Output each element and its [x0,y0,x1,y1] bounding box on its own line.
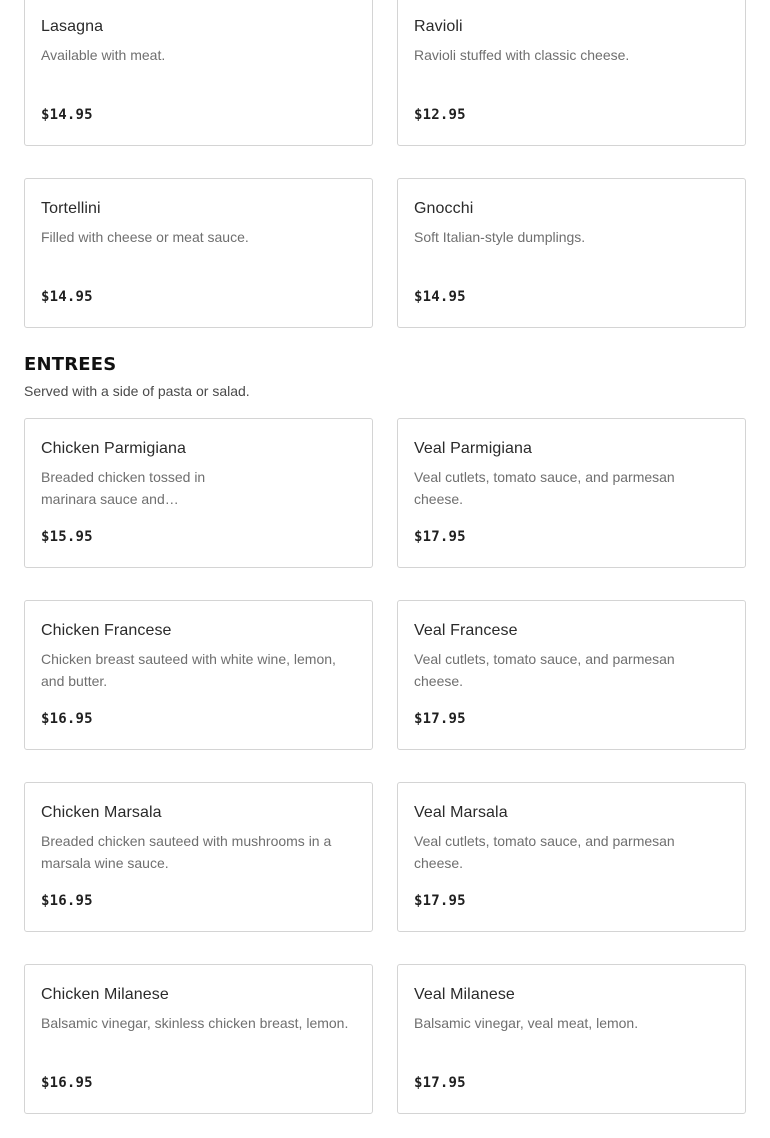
menu-item-card[interactable] [24,0,373,146]
item-name: Veal Marsala [414,804,508,821]
item-price: $16.95 [41,893,93,909]
menu-item-card[interactable] [397,418,746,568]
item-name: Tortellini [41,200,101,217]
item-description: Veal cutlets, tomato sauce, and parmesan cheese. [414,469,675,507]
pasta-grid [24,0,746,328]
section-title: ENTREES [24,354,117,375]
item-description: Breaded chicken tossed in marinara sauce and… [41,469,206,507]
menu-item-card[interactable] [397,178,746,328]
section-subtitle: Served with a side of pasta or salad. [24,383,250,399]
item-price: $17.95 [414,529,466,545]
item-name: Veal Parmigiana [414,440,533,457]
menu-item-card[interactable] [397,964,746,1114]
menu-item-card[interactable] [24,418,373,568]
item-price: $17.95 [414,711,466,727]
item-price: $15.95 [41,529,93,545]
item-price: $12.95 [414,107,466,123]
item-description: Veal cutlets, tomato sauce, and parmesan cheese. [414,833,675,871]
menu-item-card[interactable] [397,0,746,146]
item-description: Chicken breast sauteed with white wine, lemon, and butter. [41,651,336,689]
item-description: Balsamic vinegar, skinless chicken breast, lemon. [41,1015,349,1031]
item-name: Chicken Marsala [41,804,162,821]
item-name: Veal Francese [414,622,518,639]
item-price: $16.95 [41,1075,93,1091]
item-description: Veal cutlets, tomato sauce, and parmesan cheese. [414,651,675,689]
item-description: Balsamic vinegar, veal meat, lemon. [414,1015,639,1031]
item-price: $16.95 [41,711,93,727]
item-description: Breaded chicken sauteed with mushrooms in a marsala wine sauce. [41,833,332,871]
item-name: Chicken Francese [41,622,172,639]
item-price: $17.95 [414,893,466,909]
item-name: Lasagna [41,18,104,35]
entrees-section-header [24,354,746,400]
menu-item-card[interactable] [24,782,373,932]
menu-page [24,0,746,1114]
entrees-grid [24,418,746,1114]
item-price: $14.95 [41,289,93,305]
item-description: Ravioli stuffed with classic cheese. [414,47,630,63]
item-name: Chicken Parmigiana [41,440,186,457]
item-name: Ravioli [414,18,463,35]
item-price: $14.95 [414,289,466,305]
item-description: Filled with cheese or meat sauce. [41,229,249,245]
menu-item-card[interactable] [24,600,373,750]
menu-item-card[interactable] [24,964,373,1114]
item-name: Gnocchi [414,200,474,217]
item-name: Chicken Milanese [41,986,169,1003]
item-price: $17.95 [414,1075,466,1091]
menu-item-card[interactable] [397,782,746,932]
item-description: Soft Italian-style dumplings. [414,229,586,245]
menu-item-card[interactable] [24,178,373,328]
menu-item-card[interactable] [397,600,746,750]
item-name: Veal Milanese [414,986,515,1003]
item-price: $14.95 [41,107,93,123]
item-description: Available with meat. [41,47,166,63]
